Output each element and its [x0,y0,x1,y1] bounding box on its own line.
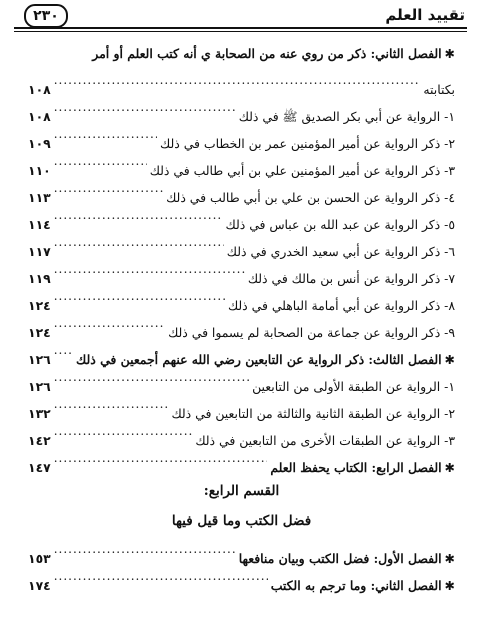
toc-entry-label: ٢- ذكر الرواية عن أمير المؤمنين عمر بن الخطاب في ذلك [160,136,455,151]
toc-entry-label: ٣- الرواية عن الطبقات الأخرى من التابعين في ذلك [195,433,455,448]
dot-leader [54,536,236,563]
toc-page-number: ١١٠ [28,163,51,178]
toc-entry-label: ١- الرواية عن الطبقة الأولى من التابعين [252,379,455,394]
dot-leader [54,337,73,364]
dot-leader [54,148,147,175]
table-of-contents [28,40,455,593]
dot-leader [54,391,169,418]
toc-list-part-3 [28,40,455,475]
header-rule-thin [14,31,467,32]
toc-chapter-row [28,536,455,566]
toc-page-number: ١٤٢ [28,433,51,448]
toc-page-number: ١١٧ [28,244,51,259]
toc-entry-label: بكتابته [423,82,455,97]
page-header [14,4,467,28]
toc-entry-label: ٣- ذكر الرواية عن أمير المؤمنين علي بن أبي طالب في ذلك [149,163,455,178]
dot-leader [54,256,245,283]
star-bullet-icon: ✱ [444,352,455,367]
toc-entry-label: ٩- ذكر الرواية عن جماعة من الصحابة لم يسموا في ذلك [168,325,455,340]
star-bullet-icon: ✱ [444,46,455,61]
toc-entry-text [168,319,455,346]
toc-chapter-row [28,40,455,67]
toc-entry-label: الفصل الثالث: ذكر الرواية عن التابعين رضي الله عنهم أجمعين في ذلك [76,352,442,367]
dot-leader [54,67,421,94]
toc-entry-text [252,373,455,400]
toc-page-number: ١٢٦ [28,352,51,367]
toc-entry-label: الفصل الثاني: ذكر من روي عنه من الصحابة ي أنه كتب العلم أو أمر [92,46,442,61]
toc-entry-text [271,572,455,599]
toc-page-number: ١٥٣ [28,551,51,566]
toc-entry-label: ٢- الرواية عن الطبقة الثانية والثالثة من التابعين في ذلك [171,406,455,421]
dot-leader [54,283,225,310]
toc-entry-text [227,238,455,265]
toc-entry-text [92,40,455,67]
toc-entry-text [228,292,455,319]
toc-page-number: ١٢٤ [28,298,51,313]
dot-leader [54,364,249,391]
toc-page-number: ١٢٦ [28,379,51,394]
toc-list-part-4 [28,536,455,593]
toc-entry-text [239,545,455,572]
toc-entry-text [270,454,455,481]
toc-entry-label: ٥- ذكر الرواية عن عبد الله بن عباس في ذلك [225,217,455,232]
toc-entry-label: ١- الرواية عن أبي بكر الصديق ﷺ في ذلك [238,109,455,124]
dot-leader [54,202,223,229]
dot-leader [54,563,268,590]
dot-leader [54,418,193,445]
toc-entry-text [248,265,455,292]
header-rule-thick [14,27,467,29]
star-bullet-icon: ✱ [444,551,455,566]
page-number-badge: ٢٣٠ [24,4,68,28]
toc-page-number: ١١٣ [28,190,51,205]
section-heading: القسم الرابع: [203,483,280,499]
dot-leader [54,445,268,472]
toc-entry-label: ٧- ذكر الرواية عن أنس بن مالك في ذلك [247,271,455,286]
toc-entry-label: ٨- ذكر الرواية عن أبي أمامة الباهلي في ذلك [227,298,455,313]
toc-entry-label: ٦- ذكر الرواية عن أبي سعيد الخدري في ذلك [226,244,455,259]
dot-leader [54,310,165,337]
toc-page-number: ١١٤ [28,217,51,232]
section-subheading: فضل الكتب وما قيل فيها [171,513,312,529]
toc-page-number: ١٣٢ [28,406,51,421]
toc-page-number: ١٤٧ [28,460,51,475]
toc-page-number: ١٠٨ [28,109,51,124]
toc-entry-text [226,211,455,238]
star-bullet-icon: ✱ [444,578,455,593]
dot-leader [54,229,224,256]
toc-page-number: ١١٩ [28,271,51,286]
running-title: تقييد العلم [385,6,465,24]
toc-entry-label: الفصل الرابع: الكتاب يحفظ العلم [270,460,442,475]
toc-entry-label: ٤- ذكر الرواية عن الحسن بن علي بن أبي طالب في ذلك [166,190,455,205]
toc-page-number: ١٢٤ [28,325,51,340]
toc-entry-text [150,157,455,184]
toc-entry-label: الفصل الأول: فضل الكتب وبيان منافعها [238,551,442,566]
toc-page-number: ١٠٩ [28,136,51,151]
toc-entry-text [239,103,455,130]
toc-entry-text [171,400,455,427]
toc-continuation-row [28,67,455,97]
toc-entry-text [423,76,455,103]
dot-leader [54,121,157,148]
toc-page-number: ١٠٨ [28,82,51,97]
toc-entry-text [160,130,455,157]
toc-item-row [28,94,455,124]
dot-leader [54,94,236,121]
toc-page-number: ١٧٤ [28,578,51,593]
dot-leader [54,175,163,202]
toc-entry-label: الفصل الثاني: وما ترجم به الكتب [270,578,442,593]
star-bullet-icon: ✱ [444,460,455,475]
